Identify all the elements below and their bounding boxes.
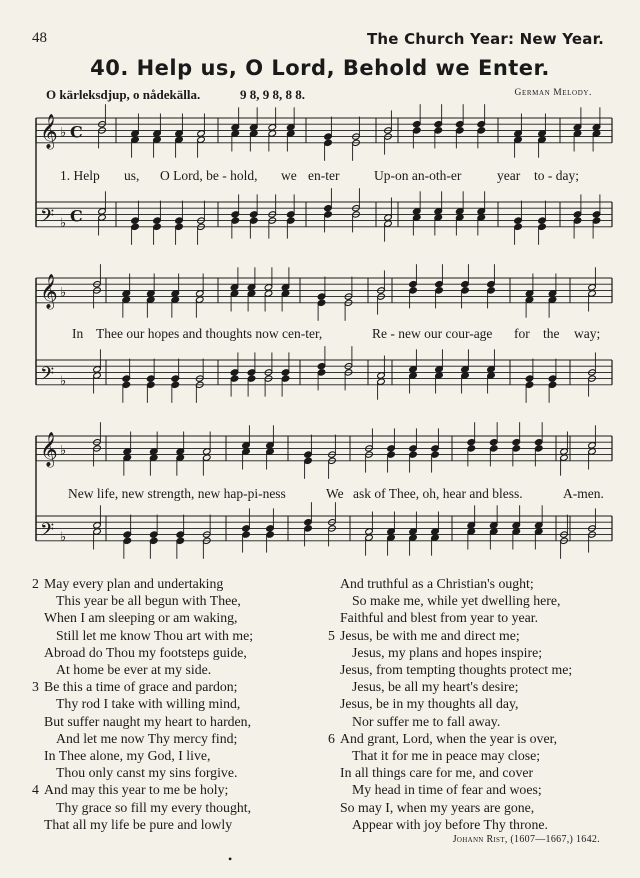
right-verse-5-line-3 (328, 661, 572, 678)
treble-clef: 𝄞 (40, 273, 58, 309)
verse-text: Appear with joy before Thy throne. (352, 816, 548, 832)
verse-text: That it for me in peace may close; (352, 748, 541, 764)
right-verse-5-line-1 (328, 627, 572, 644)
right-verse-5-line-6 (328, 713, 572, 730)
right-verse-cont-line-1 (328, 575, 572, 592)
right-verse-cont-line-2 (328, 592, 572, 609)
verse-text: Thou only canst my sins forgive. (56, 765, 238, 781)
verse-text: Jesus, from tempting thoughts protect me; (340, 662, 573, 678)
verse-text: That all my life be pure and lowly (44, 816, 233, 832)
verses-left-column (32, 575, 253, 833)
bass-clef: 𝄢 (40, 363, 55, 389)
meter: 9 8, 9 8, 8 8. (240, 87, 305, 102)
melody-credit: German Melody. (514, 88, 592, 98)
left-verse-2-line-3 (32, 609, 253, 626)
page-mark: • (228, 852, 233, 866)
right-verse-6-line-3 (328, 764, 572, 781)
verse-text: But suffer naught my heart to harden, (44, 713, 252, 729)
left-verse-3-line-5 (32, 747, 253, 764)
verse-text: Thy grace so fill my every thought, (56, 799, 252, 815)
hymn-title: 40. Help us, O Lord, Behold we Enter. (90, 56, 550, 80)
verse-text: And truthful as a Christian's ought; (340, 576, 534, 591)
verse-text: So make me, while yet dwelling here, (352, 593, 561, 609)
right-verse-6-line-6 (328, 816, 572, 833)
left-verse-4-line-2 (32, 799, 253, 816)
verse-text: And may this year to me be holy; (44, 782, 229, 798)
left-verse-3-line-1 (32, 678, 253, 695)
verse-text: Jesus, be in my thoughts all day, (340, 696, 519, 712)
left-verse-3-line-2 (32, 695, 253, 712)
right-verse-5-line-5 (328, 695, 572, 712)
verse-text: Faithful and blest from year to year. (340, 610, 539, 626)
flat-sign: ♭ (60, 529, 67, 545)
verse-number: 2 (32, 576, 39, 591)
right-verse-cont-line-3 (328, 609, 572, 626)
verse-text: At home be ever at my side. (56, 662, 212, 678)
verse-text: May every plan and undertaking (44, 576, 224, 591)
left-verse-4-line-3 (32, 816, 253, 833)
running-head: The Church Year: New Year. (366, 30, 604, 48)
flat-sign: ♭ (60, 285, 67, 301)
verse-text: When I am sleeping or am waking, (44, 610, 238, 626)
flat-sign: ♭ (60, 443, 67, 459)
author-credit: Johann Rist, (1607—1667,) 1642. (452, 834, 600, 845)
left-verse-3-line-6 (32, 764, 253, 781)
verse-text: In Thee alone, my God, I live, (44, 748, 211, 764)
time-signature: C (70, 206, 83, 226)
verse-number: 6 (328, 730, 335, 746)
verse-text: Still let me know Thou art with me; (56, 627, 254, 643)
left-verse-3-line-4 (32, 730, 253, 747)
right-verse-5-line-4 (328, 678, 572, 695)
verse-number: 5 (328, 627, 335, 643)
left-verse-2-line-1 (32, 575, 253, 592)
verse-text: Be this a time of grace and pardon; (44, 679, 238, 695)
right-verse-6-line-1 (328, 730, 572, 747)
flat-sign: ♭ (60, 373, 67, 389)
verse-text: Thy rod I take with willing mind, (56, 696, 241, 712)
page-number: 48 (32, 30, 47, 46)
treble-clef: 𝄞 (40, 431, 58, 467)
time-signature: C (70, 122, 83, 142)
verse-text: In all things care for me, and cover (340, 765, 534, 781)
treble-clef: 𝄞 (40, 113, 58, 149)
flat-sign: ♭ (60, 215, 67, 231)
flat-sign: ♭ (60, 125, 67, 141)
verse-text: Nor suffer me to fall away. (352, 713, 501, 729)
verse-text: Jesus, be all my heart's desire; (352, 679, 519, 695)
bass-clef: 𝄢 (40, 519, 55, 545)
verse-text: And grant, Lord, when the year is over, (340, 730, 558, 746)
right-verse-6-line-2 (328, 747, 572, 764)
verse-number: 4 (32, 782, 39, 798)
right-verse-6-line-5 (328, 799, 572, 816)
verses-right-column (328, 575, 572, 833)
verse-number: 3 (32, 679, 39, 695)
verse-text: And let me now Thy mercy find; (56, 730, 238, 746)
left-verse-2-line-5 (32, 644, 253, 661)
tune-name: O kärleksdjup, o nådekälla. (46, 87, 201, 102)
left-verse-3-line-3 (32, 713, 253, 730)
right-verse-5-line-2 (328, 644, 572, 661)
left-verse-2-line-6 (32, 661, 253, 678)
right-verse-6-line-4 (328, 781, 572, 798)
verse-text: Abroad do Thou my footsteps guide, (44, 644, 247, 660)
left-verse-2-line-4 (32, 627, 253, 644)
left-verse-4-line-1 (32, 781, 253, 798)
verse-text: Jesus, be with me and direct me; (340, 627, 520, 643)
verse-text: So may I, when my years are gone, (340, 799, 535, 815)
bass-clef: 𝄢 (40, 205, 55, 231)
left-verse-2-line-2 (32, 592, 253, 609)
verse-text: This year be all begun with Thee, (56, 593, 241, 609)
verse-text: Jesus, my plans and hopes inspire; (352, 644, 543, 660)
verse-text: My head in time of fear and woes; (352, 782, 542, 798)
